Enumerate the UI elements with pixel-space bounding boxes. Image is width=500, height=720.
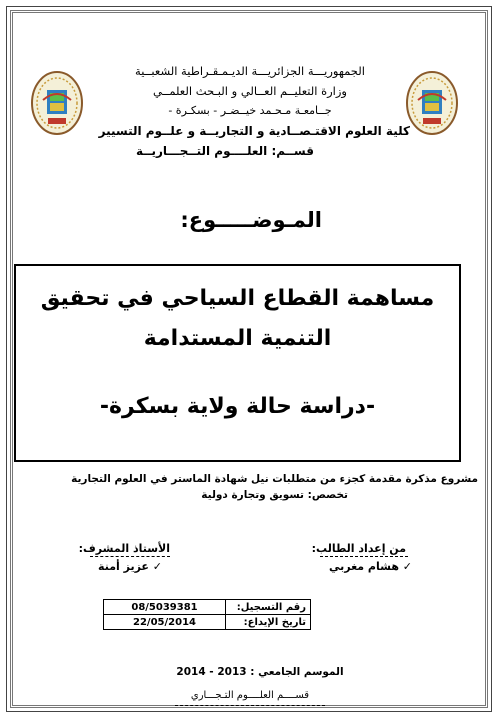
specialization: تخصص: تسويق وتجارة دولية xyxy=(201,489,348,501)
case-study-title: -دراسة حالة ولاية بسكرة- xyxy=(99,394,376,419)
deposit-row xyxy=(104,615,311,630)
supervisor-name: ✓ عزيز أمنة xyxy=(98,560,162,573)
supervisor-underline xyxy=(90,556,170,557)
university-logo-left xyxy=(30,70,84,136)
university-name: جــامعـة مـحـمد خيــضـر - بسكـرة - xyxy=(168,104,332,117)
department-name: قســم: العلــــوم التــجـــاريــة xyxy=(136,144,314,158)
footer-underline xyxy=(175,705,325,706)
deposit-date-label: تاريخ الإيداع: xyxy=(226,615,311,630)
deposit-date: 22/05/2014 xyxy=(104,615,226,630)
registration-number-label: رقم التسجيل: xyxy=(226,600,311,615)
registration-number: 08/5039381 xyxy=(104,600,226,615)
student-underline xyxy=(320,556,408,557)
title-box xyxy=(14,264,461,462)
footer-department: قســــم العلــــوم التـجـــاري xyxy=(190,690,310,701)
supervisor-label: الأستاذ المشرف: xyxy=(78,542,170,555)
faculty-name: كلية العلوم الاقتـصــادية و التجاريــة و علــوم التسيير xyxy=(98,124,410,138)
academic-year: الموسم الجامعي : 2013 - 2014 xyxy=(176,666,344,678)
project-description: مشروع مذكرة مقدمة كجزء من متطلبات نيل شهادة الماستر في العلوم التجارية xyxy=(71,473,478,485)
thesis-title-line1: مساهمة القطاع السياحي في تحقيق xyxy=(40,286,435,311)
subject-label: المـوضـــــوع: xyxy=(180,208,322,232)
student-name: ✓ هشام مغربي xyxy=(328,560,412,573)
registration-table xyxy=(103,599,311,630)
registration-row xyxy=(104,600,311,615)
ministry-name: وزارة التعليــم العــالي و البـحث العلمــي xyxy=(153,84,347,98)
thesis-title-line2: التنمية المستدامة xyxy=(143,326,332,351)
university-logo-right xyxy=(405,70,459,136)
student-label: من إعداد الطالب: xyxy=(311,542,406,555)
republic-name: الجمهوريـــة الجزائريـــة الديـمـقـراطية الشعبــية xyxy=(135,64,365,78)
